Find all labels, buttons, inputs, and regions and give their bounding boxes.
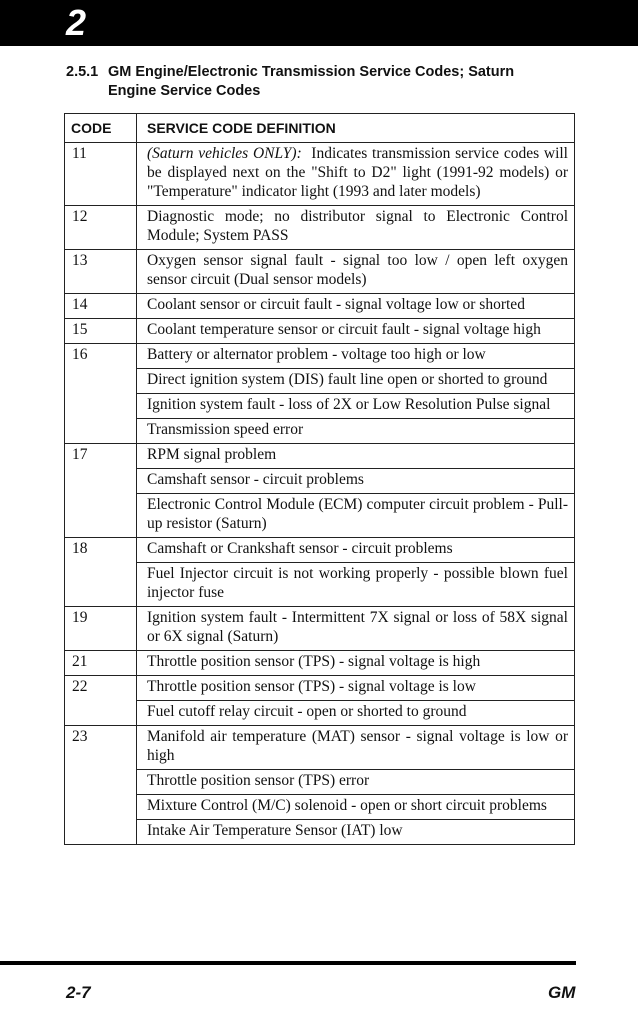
- definition-cell: Intake Air Temperature Sensor (IAT) low: [137, 820, 575, 845]
- definition-lead: (Saturn vehicles ONLY):: [147, 145, 302, 162]
- table-row: [65, 494, 575, 538]
- section-heading: [66, 63, 586, 101]
- definition-cell: Throttle position sensor (TPS) - signal voltage is low: [137, 676, 575, 701]
- table-row: [65, 701, 575, 726]
- code-cell: 16: [65, 344, 137, 444]
- section-title-line1: GM Engine/Electronic Transmission Service Codes; Saturn: [108, 64, 515, 80]
- code-cell: 11: [65, 143, 137, 206]
- definition-cell: Coolant sensor or circuit fault - signal voltage low or shorted: [137, 294, 575, 319]
- definition-cell: Battery or alternator problem - voltage too high or low: [137, 344, 575, 369]
- table-row: [65, 676, 575, 701]
- table-row: [65, 726, 575, 770]
- chapter-number: 2: [66, 2, 87, 43]
- table-row: [65, 795, 575, 820]
- table-row: [65, 444, 575, 469]
- code-cell: 17: [65, 444, 137, 538]
- table-row: [65, 319, 575, 344]
- definition-cell: Fuel cutoff relay circuit - open or shorted to ground: [137, 701, 575, 726]
- table-row: [65, 394, 575, 419]
- definition-cell: Coolant temperature sensor or circuit fault - signal voltage high: [137, 319, 575, 344]
- code-cell: 12: [65, 206, 137, 250]
- definition-cell: Ignition system fault - Intermittent 7X signal or loss of 58X signal or 6X signal (Saturn): [137, 607, 575, 651]
- section-number: 2.5.1: [66, 64, 99, 80]
- definition-cell: Throttle position sensor (TPS) error: [137, 770, 575, 795]
- table-row: [65, 143, 575, 206]
- page-number: 2-7: [66, 983, 91, 1002]
- service-codes-table: [64, 113, 575, 845]
- table-row: [65, 820, 575, 845]
- table-row: [65, 369, 575, 394]
- table-row: [65, 250, 575, 294]
- definition-cell: Oxygen sensor signal fault - signal too low / open left oxygen sensor circuit (Dual sensor models): [137, 250, 575, 294]
- definition-cell: Direct ignition system (DIS) fault line open or shorted to ground: [137, 369, 575, 394]
- definition-cell: Camshaft sensor - circuit problems: [137, 469, 575, 494]
- code-column-header: CODE: [65, 114, 137, 143]
- footer-brand: GM: [548, 983, 576, 1002]
- definition-text: Indicates transmission service codes will be displayed next on the "Shift to D2" light (1991-92 models) or "Temperature" indicator light (1993 and later models): [147, 145, 568, 200]
- table-header-row: [65, 114, 575, 143]
- code-cell: 22: [65, 676, 137, 726]
- table-row: [65, 538, 575, 563]
- code-cell: 19: [65, 607, 137, 651]
- table-row: [65, 469, 575, 494]
- table-row: [65, 651, 575, 676]
- code-cell: 23: [65, 726, 137, 845]
- definition-column-header: SERVICE CODE DEFINITION: [137, 114, 575, 143]
- table-row: [65, 206, 575, 250]
- footer-rule: [0, 961, 576, 965]
- definition-cell: Electronic Control Module (ECM) computer circuit problem - Pull-up resistor (Saturn): [137, 494, 575, 538]
- definition-cell: RPM signal problem: [137, 444, 575, 469]
- chapter-header-bar: [0, 0, 638, 46]
- table-row: [65, 563, 575, 607]
- definition-cell: Camshaft or Crankshaft sensor - circuit problems: [137, 538, 575, 563]
- table-row: [65, 419, 575, 444]
- table-row: [65, 607, 575, 651]
- definition-cell: Fuel Injector circuit is not working properly - possible blown fuel injector fuse: [137, 563, 575, 607]
- code-cell: 15: [65, 319, 137, 344]
- code-cell: 14: [65, 294, 137, 319]
- definition-cell: Diagnostic mode; no distributor signal to Electronic Control Module; System PASS: [137, 206, 575, 250]
- definition-cell: Throttle position sensor (TPS) - signal voltage is high: [137, 651, 575, 676]
- definition-cell: Mixture Control (M/C) solenoid - open or short circuit problems: [137, 795, 575, 820]
- definition-cell: Transmission speed error: [137, 419, 575, 444]
- code-cell: 13: [65, 250, 137, 294]
- table-row: [65, 344, 575, 369]
- section-title-line2: Engine Service Codes: [108, 83, 261, 99]
- definition-cell: [137, 143, 575, 206]
- table-row: [65, 770, 575, 795]
- table-row: [65, 294, 575, 319]
- definition-cell: Ignition system fault - loss of 2X or Low Resolution Pulse signal: [137, 394, 575, 419]
- code-cell: 21: [65, 651, 137, 676]
- code-cell: 18: [65, 538, 137, 607]
- definition-cell: Manifold air temperature (MAT) sensor - signal voltage is low or high: [137, 726, 575, 770]
